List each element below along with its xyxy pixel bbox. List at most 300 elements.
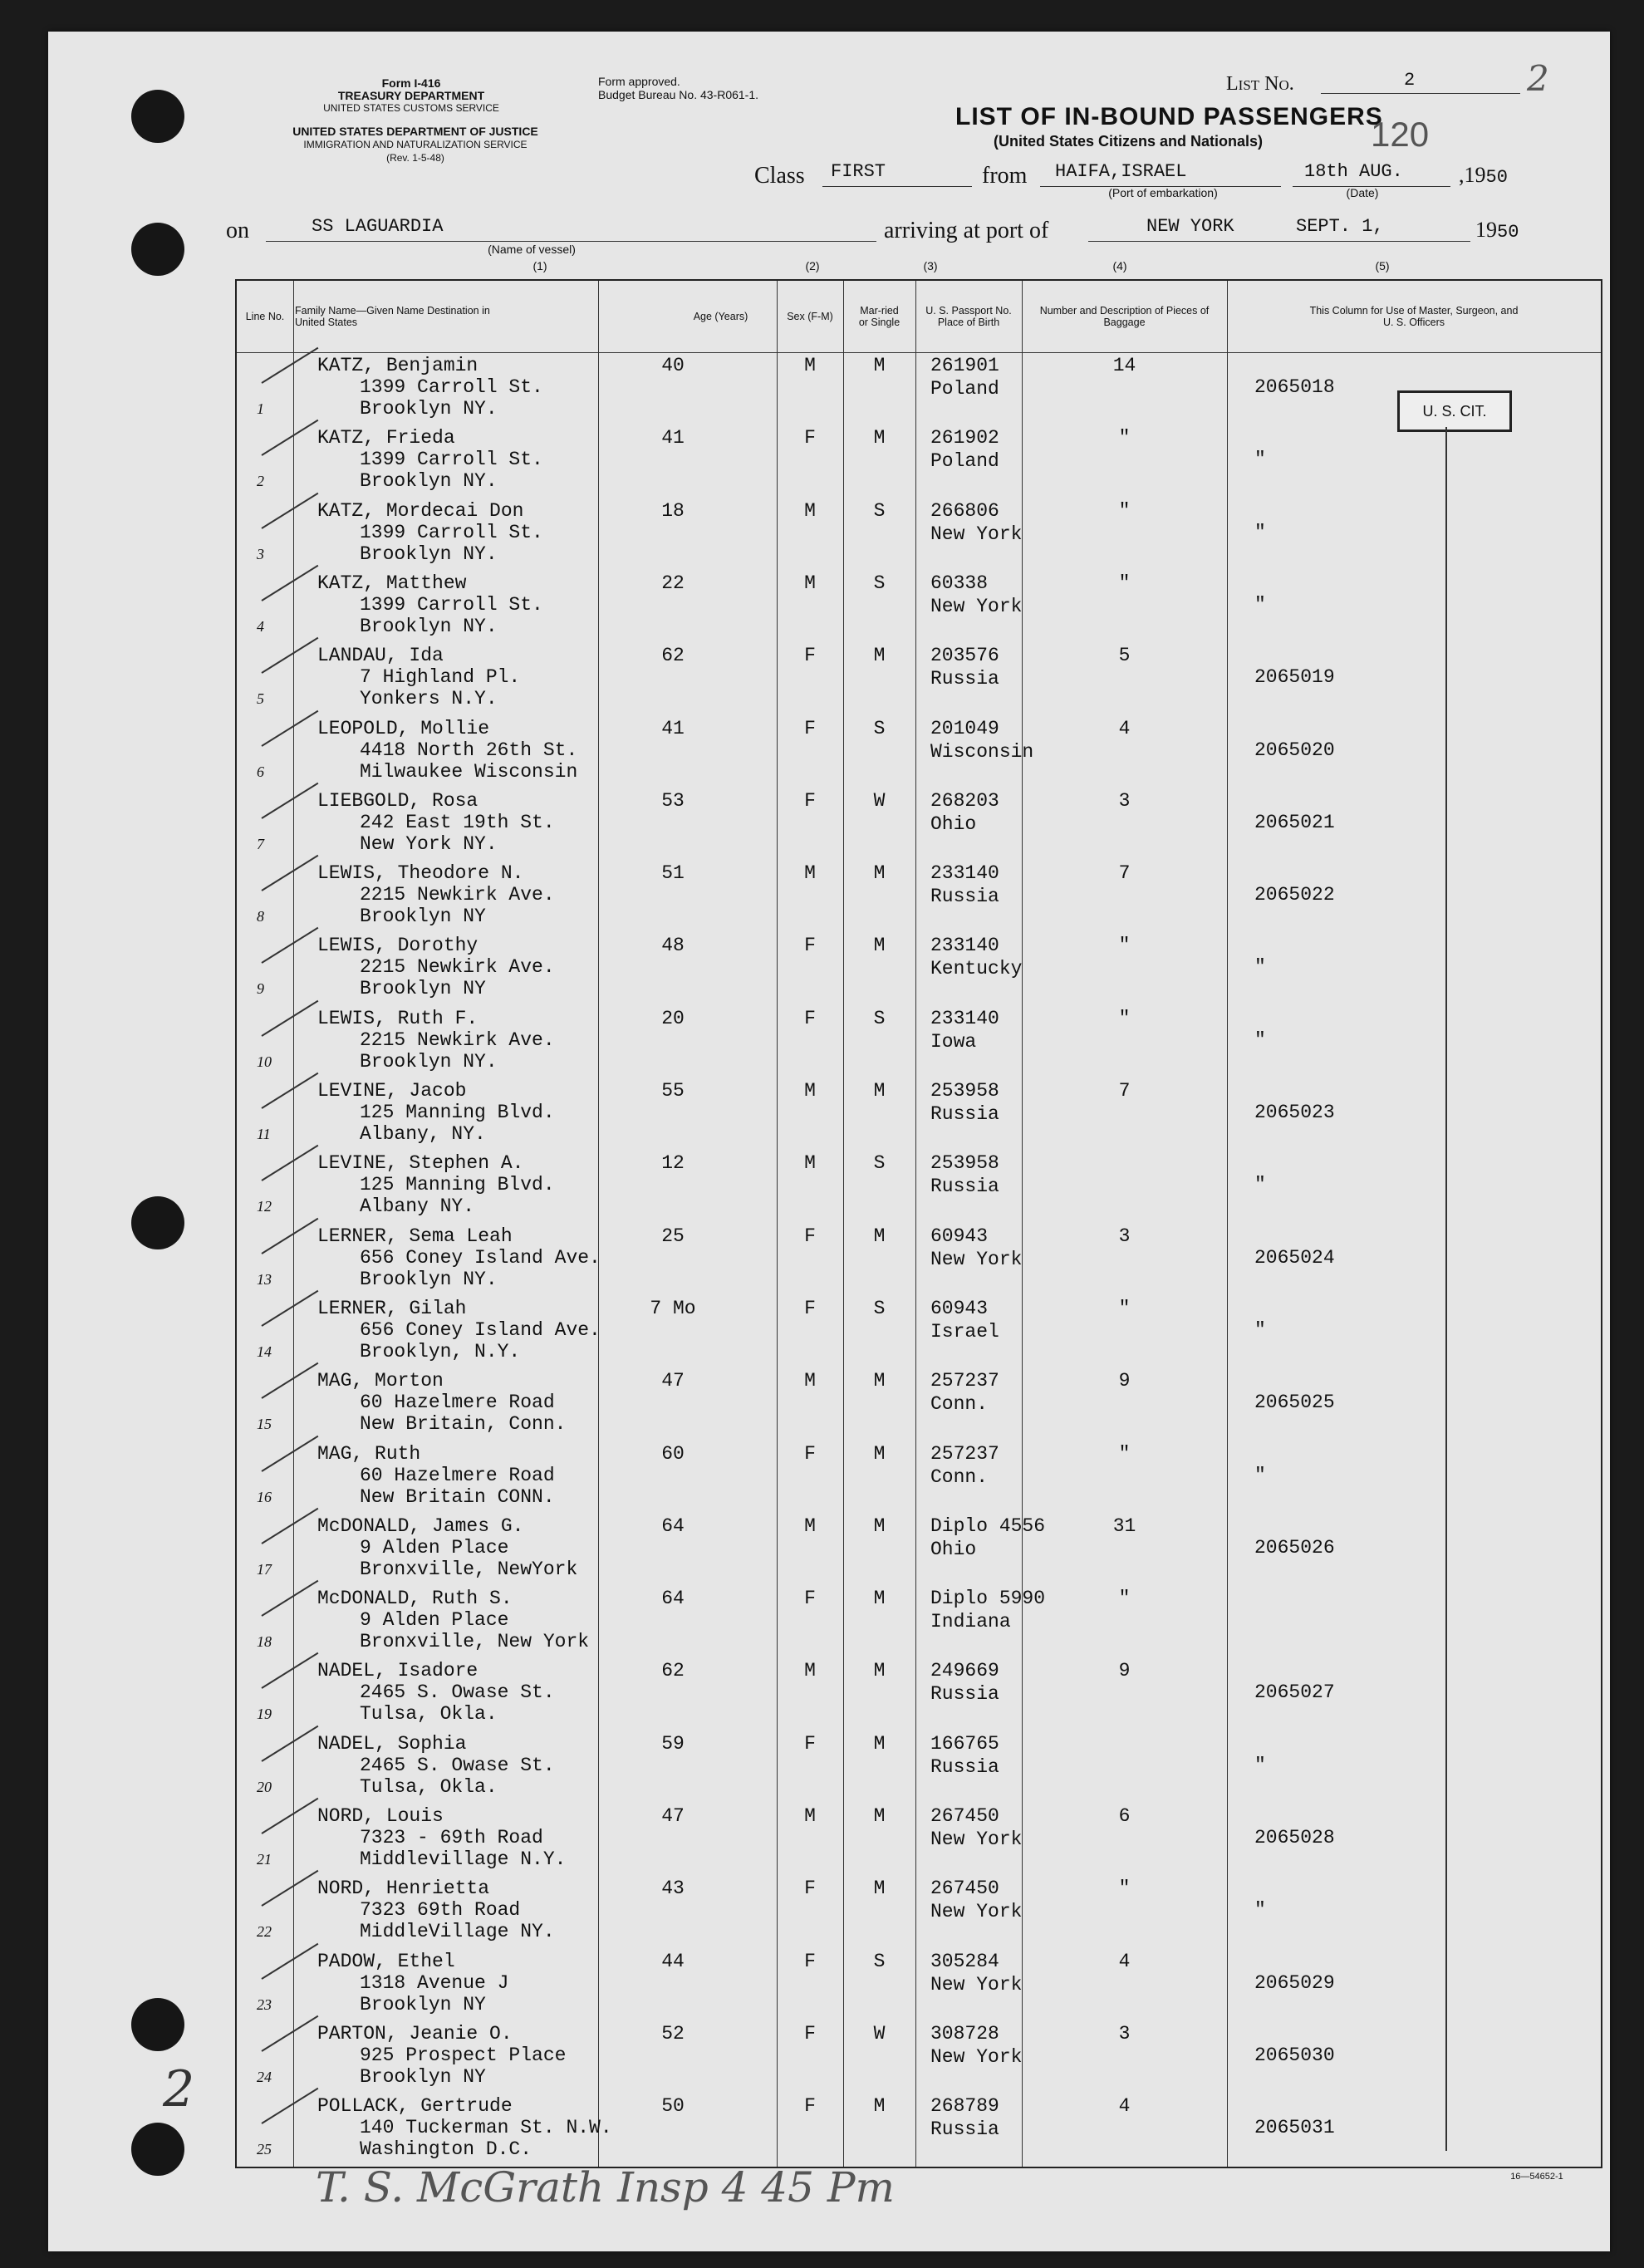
- passenger-name: PADOW, Ethel: [317, 1950, 455, 1972]
- age: 43: [661, 1878, 685, 1900]
- place-of-birth: Russia: [930, 886, 999, 908]
- passport-number: 253958: [930, 1080, 999, 1102]
- arrival-port: NEW YORK: [1146, 216, 1234, 237]
- header-line-no: Line No.: [245, 311, 285, 322]
- address-city: Tulsa, Okla.: [360, 1703, 498, 1726]
- arrival-year-prefix: 19: [1475, 218, 1497, 242]
- age: 55: [661, 1080, 685, 1102]
- arrival-underline: [1088, 241, 1470, 242]
- line-number: 20: [257, 1778, 272, 1795]
- marital-status: W: [873, 789, 886, 812]
- sex: F: [804, 2095, 816, 2118]
- baggage-count: ": [1118, 1878, 1131, 1900]
- on-label: on: [226, 218, 249, 243]
- check-stroke: [261, 1870, 318, 1907]
- officer-number: 2065031: [1254, 2117, 1335, 2139]
- age: 20: [661, 1007, 685, 1029]
- table-row: [237, 1513, 1601, 1585]
- passenger-name: LERNER, Gilah: [317, 1297, 467, 1319]
- officer-number: ": [1254, 593, 1266, 616]
- address-street: 242 East 19th St.: [360, 811, 555, 833]
- officer-number: 2065020: [1254, 739, 1335, 761]
- passport-number: 201049: [930, 717, 999, 739]
- line-number: 10: [257, 1053, 272, 1070]
- form-approved: Form approved.: [598, 75, 680, 88]
- place-of-birth: New York: [930, 1829, 1023, 1850]
- marital-status: M: [873, 645, 886, 667]
- passenger-name: McDONALD, James G.: [317, 1514, 524, 1537]
- sex: F: [804, 717, 816, 739]
- passport-number: 233140: [930, 862, 999, 885]
- marital-status: S: [873, 1950, 886, 1972]
- address-city: Brooklyn NY.: [360, 470, 498, 493]
- officer-number: 2065026: [1254, 1536, 1335, 1559]
- marital-status: M: [873, 935, 886, 957]
- officer-number: ": [1254, 1899, 1266, 1922]
- passenger-name: PARTON, Jeanie O.: [317, 2022, 513, 2045]
- baggage-count: ": [1118, 1588, 1131, 1610]
- class-underline: [822, 186, 972, 187]
- sex: F: [804, 1732, 816, 1755]
- line-number: 12: [257, 1198, 272, 1215]
- col-number-3: (3): [923, 259, 938, 272]
- check-stroke: [261, 855, 318, 891]
- address-city: Brooklyn NY.: [360, 542, 498, 565]
- justice-dept: UNITED STATES DEPARTMENT OF JUSTICE: [292, 125, 538, 138]
- sex: M: [804, 1370, 816, 1392]
- marital-status: M: [873, 1805, 886, 1827]
- vessel-caption: (Name of vessel): [488, 243, 576, 256]
- address-street: 2215 Newkirk Ave.: [360, 884, 555, 906]
- sex: F: [804, 1442, 816, 1465]
- age: 51: [661, 862, 685, 885]
- sex: M: [804, 862, 816, 885]
- passport-number: 233140: [930, 935, 999, 957]
- passport-number: 166765: [930, 1732, 999, 1755]
- line-number: 13: [257, 1270, 272, 1288]
- line-number: 5: [257, 690, 264, 708]
- punch-hole: [131, 1998, 184, 2051]
- place-of-birth: Wisconsin: [930, 740, 1034, 763]
- table-row: [237, 2020, 1601, 2093]
- place-of-birth: Russia: [930, 1103, 999, 1125]
- officer-number: ": [1254, 521, 1266, 543]
- class-label: Class: [754, 163, 805, 189]
- punch-hole: [131, 223, 184, 276]
- address-city: Brooklyn NY: [360, 906, 486, 928]
- check-stroke: [261, 1217, 318, 1254]
- age: 40: [661, 355, 685, 376]
- ins-service: IMMIGRATION AND NATURALIZATION SERVICE: [303, 139, 528, 150]
- header-age: Age (Years): [693, 311, 748, 322]
- table-row: [237, 1005, 1601, 1078]
- place-of-birth: Conn.: [930, 1465, 989, 1488]
- departure-date: 18th AUG.: [1304, 161, 1403, 182]
- check-stroke: [261, 1508, 318, 1544]
- arrival-year: 50: [1497, 222, 1519, 243]
- passenger-name: MAG, Ruth: [317, 1442, 421, 1465]
- marital-status: S: [873, 717, 886, 739]
- check-stroke: [261, 1580, 318, 1617]
- address-street: 925 Prospect Place: [360, 2044, 567, 2066]
- baggage-count: ": [1118, 572, 1131, 594]
- address-street: 1318 Avenue J: [360, 1971, 509, 1994]
- address-city: Washington D.C.: [360, 2138, 532, 2161]
- address-street: 60 Hazelmere Road: [360, 1464, 555, 1486]
- passenger-name: LEWIS, Ruth F.: [317, 1007, 478, 1029]
- line-number: 18: [257, 1633, 272, 1651]
- passport-number: 257237: [930, 1442, 999, 1465]
- passport-number: 257237: [930, 1370, 999, 1392]
- marital-status: M: [873, 1442, 886, 1465]
- officer-number: ": [1254, 1464, 1266, 1486]
- age: 64: [661, 1588, 685, 1610]
- address-city: Albany NY.: [360, 1195, 475, 1218]
- marital-status: M: [873, 1080, 886, 1102]
- sex: F: [804, 1878, 816, 1900]
- place-of-birth: Russia: [930, 1755, 999, 1778]
- baggage-count: 31: [1112, 1514, 1136, 1537]
- check-stroke: [261, 1652, 318, 1689]
- place-of-birth: Russia: [930, 1176, 999, 1198]
- officer-number: ": [1254, 1754, 1266, 1776]
- table-row: [237, 352, 1601, 425]
- passenger-name: KATZ, Benjamin: [317, 355, 478, 376]
- line-number: 1: [257, 400, 264, 417]
- table-row: [237, 570, 1601, 642]
- from-value: HAIFA,ISRAEL: [1055, 161, 1187, 182]
- passport-number: Diplo 5990: [930, 1588, 1046, 1610]
- passport-number: 253958: [930, 1152, 999, 1175]
- sex: F: [804, 789, 816, 812]
- place-of-birth: Ohio: [930, 1538, 977, 1560]
- place-of-birth: Israel: [930, 1320, 999, 1343]
- corner-mark: 2: [1527, 58, 1549, 99]
- line-number: 15: [257, 1416, 272, 1433]
- baggage-count: 3: [1118, 1225, 1131, 1247]
- passenger-name: KATZ, Mordecai Don: [317, 499, 524, 522]
- departure-year: 50: [1485, 167, 1508, 188]
- address-city: Brooklyn NY: [360, 2065, 486, 2088]
- passenger-name: NADEL, Isadore: [317, 1660, 478, 1682]
- address-city: Tulsa, Okla.: [360, 1775, 498, 1798]
- passenger-name: LEVINE, Stephen A.: [317, 1152, 524, 1175]
- age: 41: [661, 717, 685, 739]
- age: 41: [661, 427, 685, 449]
- address-city: Albany, NY.: [360, 1123, 486, 1145]
- officer-number: 2065022: [1254, 884, 1335, 906]
- line-number: 4: [257, 617, 264, 635]
- year-prefix: 19: [1464, 163, 1486, 187]
- sex: F: [804, 427, 816, 449]
- baggage-count: 3: [1118, 789, 1131, 812]
- sex: F: [804, 1588, 816, 1610]
- revision: (Rev. 1-5-48): [386, 152, 444, 164]
- passenger-name: POLLACK, Gertrude: [317, 2095, 513, 2118]
- address-street: 125 Manning Blvd.: [360, 1174, 555, 1196]
- place-of-birth: Indiana: [930, 1611, 1011, 1633]
- age: 62: [661, 645, 685, 667]
- line-number: 19: [257, 1706, 272, 1723]
- sex: M: [804, 355, 816, 376]
- marital-status: M: [873, 1370, 886, 1392]
- passenger-name: NORD, Louis: [317, 1805, 444, 1827]
- marital-status: M: [873, 1732, 886, 1755]
- sex: M: [804, 1080, 816, 1102]
- age: 53: [661, 789, 685, 812]
- table-row: [237, 1223, 1601, 1295]
- passenger-name: NORD, Henrietta: [317, 1878, 490, 1900]
- address-city: New York NY.: [360, 832, 498, 855]
- passport-number: 305284: [930, 1950, 999, 1972]
- passenger-name: LERNER, Sema Leah: [317, 1225, 513, 1247]
- address-city: Brooklyn NY.: [360, 615, 498, 637]
- table-row: [237, 788, 1601, 860]
- place-of-birth: New York: [930, 1901, 1023, 1923]
- place-of-birth: Russia: [930, 2118, 999, 2141]
- address-city: MiddleVillage NY.: [360, 1921, 555, 1943]
- address-street: 9 Alden Place: [360, 1536, 509, 1559]
- baggage-count: 4: [1118, 717, 1131, 739]
- stamp-number: 120: [1371, 115, 1430, 154]
- marital-status: M: [873, 1588, 886, 1610]
- age: 25: [661, 1225, 685, 1247]
- address-city: Brooklyn NY: [360, 1993, 486, 2015]
- address-city: Brooklyn NY.: [360, 1050, 498, 1073]
- line-number: 11: [257, 1126, 271, 1142]
- baggage-count: 9: [1118, 1660, 1131, 1682]
- check-stroke: [261, 1145, 318, 1181]
- sex: M: [804, 1514, 816, 1537]
- sex: F: [804, 2022, 816, 2045]
- passenger-table: [235, 279, 1602, 2168]
- check-stroke: [261, 1073, 318, 1109]
- list-no-value: 2: [1404, 70, 1416, 91]
- officer-number: ": [1254, 1174, 1266, 1196]
- table-row: [237, 642, 1601, 714]
- officer-number: 2065030: [1254, 2044, 1335, 2066]
- passport-number: 261901: [930, 355, 999, 376]
- check-stroke: [261, 2015, 318, 2052]
- check-stroke: [261, 783, 318, 819]
- inspector-signature: T. S. McGrath Insp 4 45 Pm: [316, 2163, 895, 2212]
- budget-bureau: Budget Bureau No. 43-R061-1.: [598, 88, 759, 101]
- baggage-count: 7: [1118, 862, 1131, 885]
- check-line: [1445, 427, 1447, 2151]
- col-number-5: (5): [1375, 259, 1390, 272]
- sex: F: [804, 1950, 816, 1972]
- baggage-count: 4: [1118, 1950, 1131, 1972]
- address-street: 4418 North 26th St.: [360, 739, 578, 761]
- line-number: 21: [257, 1851, 272, 1868]
- place-of-birth: New York: [930, 1248, 1023, 1270]
- passenger-name: LEWIS, Theodore N.: [317, 862, 524, 885]
- place-of-birth: Poland: [930, 378, 999, 400]
- address-city: New Britain CONN.: [360, 1485, 555, 1508]
- address-city: Milwaukee Wisconsin: [360, 760, 578, 783]
- age: 7 Mo: [650, 1297, 696, 1319]
- table-row: [237, 2093, 1601, 2165]
- passenger-name: McDONALD, Ruth S.: [317, 1588, 513, 1610]
- age: 59: [661, 1732, 685, 1755]
- address-street: 2465 S. Owase St.: [360, 1754, 555, 1776]
- address-street: 656 Coney Island Ave.: [360, 1246, 601, 1269]
- address-street: 656 Coney Island Ave.: [360, 1318, 601, 1341]
- marital-status: M: [873, 355, 886, 376]
- marital-status: M: [873, 1225, 886, 1247]
- header-officers: This Column for Use of Master, Surgeon, and U. S. Officers: [1309, 305, 1519, 328]
- check-stroke: [261, 999, 318, 1036]
- place-of-birth: New York: [930, 1973, 1023, 1996]
- address-street: 1399 Carroll St.: [360, 593, 543, 616]
- officer-number: 2065027: [1254, 1681, 1335, 1704]
- marital-status: S: [873, 1152, 886, 1175]
- line-number: 8: [257, 908, 264, 925]
- passenger-name: NADEL, Sophia: [317, 1732, 467, 1755]
- table-row: [237, 1585, 1601, 1657]
- line-number: 2: [257, 473, 264, 490]
- address-city: Brooklyn NY.: [360, 1268, 498, 1290]
- vessel-underline: [266, 241, 876, 242]
- passenger-name: LEVINE, Jacob: [317, 1080, 467, 1102]
- passenger-name: KATZ, Frieda: [317, 427, 455, 449]
- officer-number: 2065018: [1254, 376, 1335, 398]
- sex: F: [804, 645, 816, 667]
- officer-number: ": [1254, 956, 1266, 979]
- marital-status: M: [873, 862, 886, 885]
- marital-status: M: [873, 1878, 886, 1900]
- form-subtitle: (United States Citizens and Nationals): [994, 133, 1264, 150]
- table-row: [237, 932, 1601, 1004]
- passport-number: 233140: [930, 1007, 999, 1029]
- officer-number: 2065025: [1254, 1392, 1335, 1414]
- line-number: 22: [257, 1923, 272, 1941]
- check-stroke: [261, 492, 318, 528]
- form-code: 16—54652-1: [1510, 2172, 1563, 2182]
- marital-status: S: [873, 572, 886, 594]
- place-of-birth: Russia: [930, 668, 999, 690]
- officer-number: ": [1254, 1028, 1266, 1051]
- age: 62: [661, 1660, 685, 1682]
- sex: M: [804, 499, 816, 522]
- col-number-1: (1): [532, 259, 547, 272]
- form-number: Form I-416: [381, 76, 441, 90]
- table-row: [237, 1875, 1601, 1947]
- address-city: Middlevillage N.Y.: [360, 1848, 567, 1870]
- baggage-count: 14: [1112, 355, 1136, 376]
- table-row: [237, 860, 1601, 932]
- baggage-count: 9: [1118, 1370, 1131, 1392]
- address-city: Bronxville, NewYork: [360, 1558, 578, 1580]
- baggage-count: 7: [1118, 1080, 1131, 1102]
- line-number: 24: [257, 2068, 272, 2085]
- line-number: 3: [257, 545, 264, 562]
- place-of-birth: New York: [930, 2045, 1023, 2068]
- marital-status: S: [873, 1007, 886, 1029]
- address-street: 2215 Newkirk Ave.: [360, 956, 555, 979]
- place-of-birth: Ohio: [930, 812, 977, 835]
- table-row: [237, 425, 1601, 497]
- marital-status: M: [873, 2095, 886, 2118]
- table-row: [237, 1150, 1601, 1222]
- address-street: 1399 Carroll St.: [360, 376, 543, 398]
- age: 60: [661, 1442, 685, 1465]
- treasury-dept: TREASURY DEPARTMENT: [337, 89, 485, 102]
- list-no-underline: [1321, 93, 1520, 94]
- marital-status: S: [873, 499, 886, 522]
- header-name: Family Name—Given Name Destination in United States: [295, 305, 490, 328]
- line-number: 17: [257, 1560, 272, 1578]
- passport-number: 60943: [930, 1297, 989, 1319]
- header-baggage: Number and Description of Pieces of Baggage: [1039, 305, 1210, 328]
- address-city: Brooklyn NY: [360, 978, 486, 1000]
- vessel-name: SS LAGUARDIA: [312, 216, 444, 237]
- header-passport: U. S. Passport No. Place of Birth: [925, 305, 1012, 328]
- officer-number: ": [1254, 1318, 1266, 1341]
- baggage-count: 5: [1118, 645, 1131, 667]
- officer-number: 2065021: [1254, 811, 1335, 833]
- col-number-2: (2): [805, 259, 820, 272]
- officer-number: 2065023: [1254, 1102, 1335, 1123]
- age: 64: [661, 1514, 685, 1537]
- passport-number: 60338: [930, 572, 989, 594]
- passport-number: 203576: [930, 645, 999, 667]
- age: 47: [661, 1805, 685, 1827]
- table-row: [237, 1657, 1601, 1730]
- age: 12: [661, 1152, 685, 1175]
- marital-status: W: [873, 2022, 886, 2045]
- check-stroke: [261, 2088, 318, 2124]
- address-city: Brooklyn NY.: [360, 398, 498, 420]
- table-row: [237, 1441, 1601, 1513]
- place-of-birth: Russia: [930, 1683, 999, 1706]
- passport-number: 60943: [930, 1225, 989, 1247]
- place-of-birth: New York: [930, 595, 1023, 617]
- check-stroke: [261, 1290, 318, 1327]
- line-number: 23: [257, 1996, 272, 2013]
- address-street: 1399 Carroll St.: [360, 521, 543, 543]
- address-street: 2215 Newkirk Ave.: [360, 1028, 555, 1051]
- address-street: 2465 S. Owase St.: [360, 1681, 555, 1704]
- passenger-name: LEWIS, Dorothy: [317, 935, 478, 957]
- age: 22: [661, 572, 685, 594]
- address-city: New Britain, Conn.: [360, 1413, 567, 1436]
- baggage-count: 3: [1118, 2022, 1131, 2045]
- place-of-birth: New York: [930, 523, 1023, 545]
- sex: F: [804, 1297, 816, 1319]
- passenger-name: LANDAU, Ida: [317, 645, 444, 667]
- baggage-count: ": [1118, 1297, 1131, 1319]
- passport-number: 267450: [930, 1878, 999, 1900]
- check-stroke: [261, 1362, 318, 1399]
- form-title: LIST OF IN-BOUND PASSENGERS: [955, 103, 1383, 130]
- date-caption: (Date): [1346, 186, 1379, 199]
- table-row: [237, 498, 1601, 570]
- sex: F: [804, 1007, 816, 1029]
- table-row: [237, 715, 1601, 788]
- customs-service: UNITED STATES CUSTOMS SERVICE: [323, 102, 499, 114]
- line-number: 25: [257, 2141, 272, 2158]
- from-label: from: [982, 163, 1028, 189]
- address-street: 140 Tuckerman St. N.W.: [360, 2117, 612, 2139]
- sex: M: [804, 572, 816, 594]
- address-street: 60 Hazelmere Road: [360, 1392, 555, 1414]
- address-city: Brooklyn, N.Y.: [360, 1340, 521, 1362]
- table-row: [237, 1295, 1601, 1367]
- sex: M: [804, 1660, 816, 1682]
- marital-status: S: [873, 1297, 886, 1319]
- baggage-count: ": [1118, 1442, 1131, 1465]
